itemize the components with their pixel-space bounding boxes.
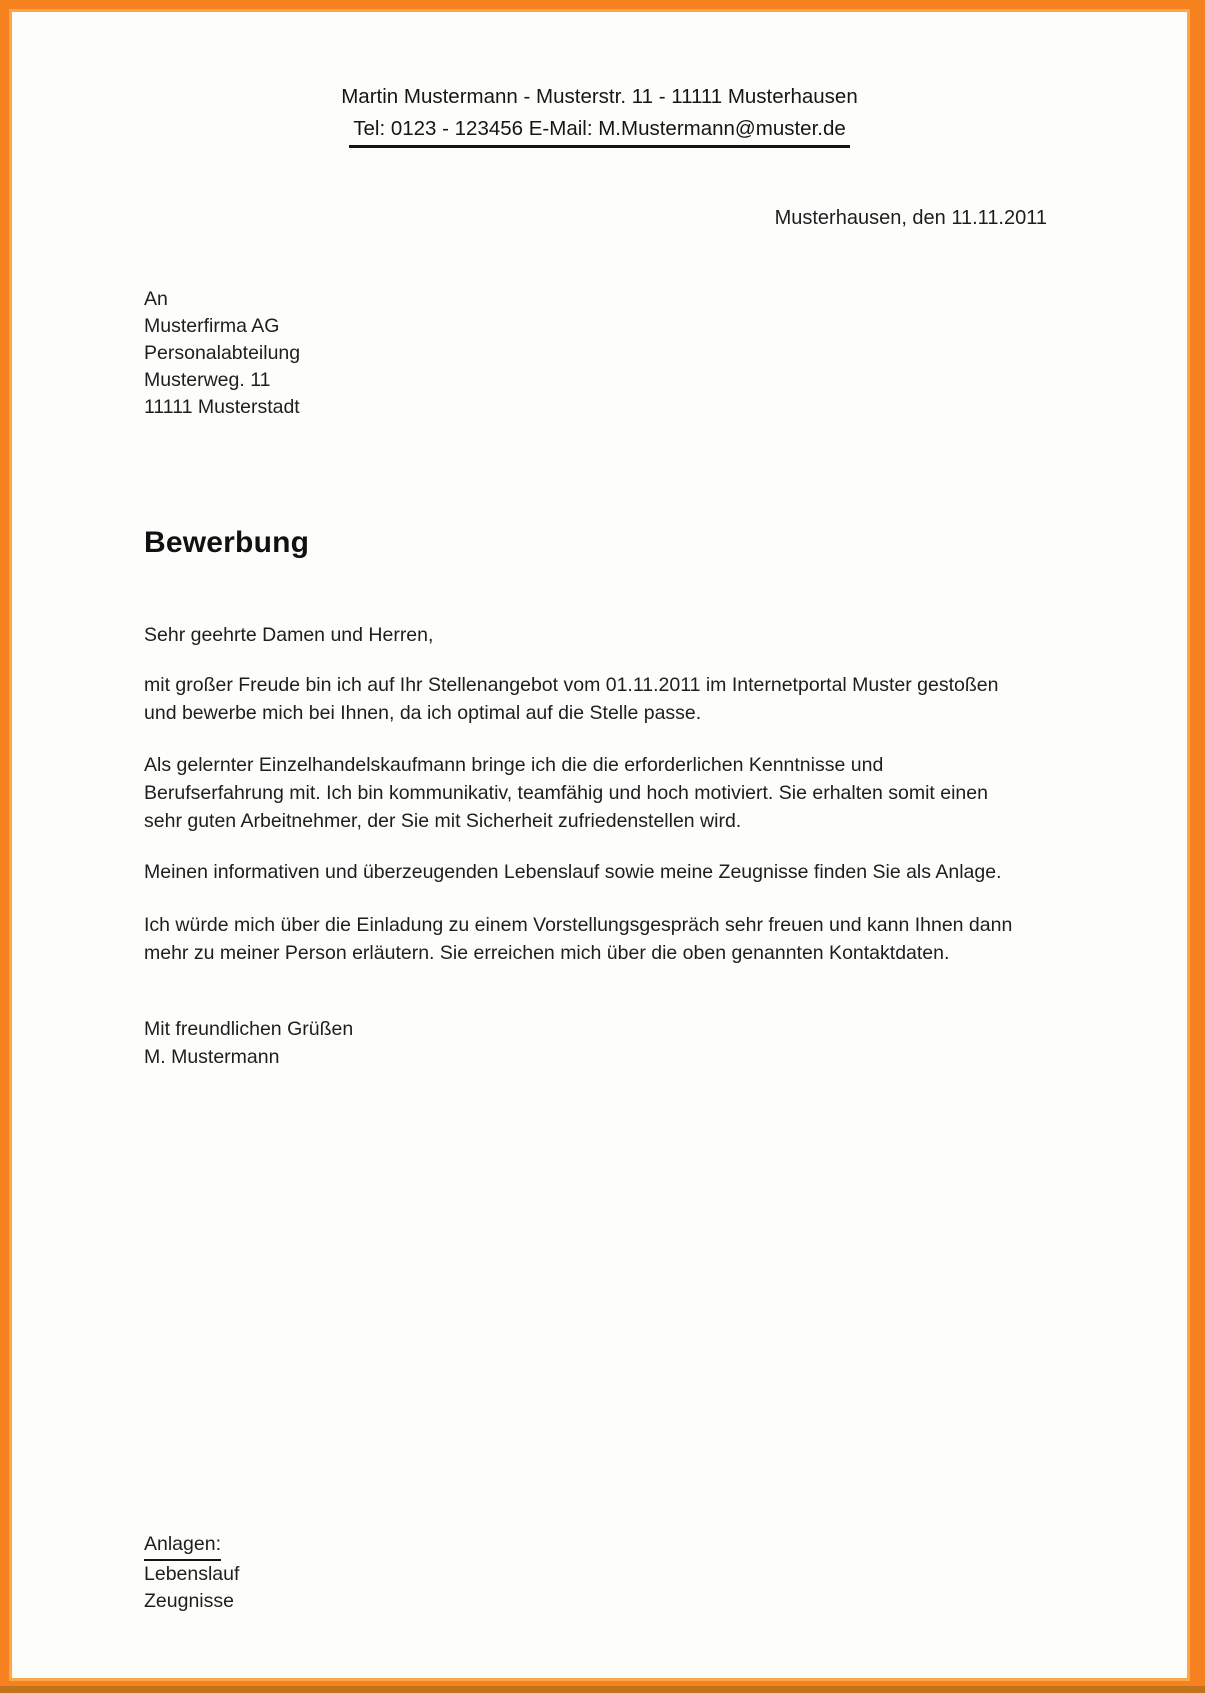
subject-heading: Bewerbung [144,526,310,559]
recipient-line: An [144,288,168,310]
date-line: Musterhausen, den 11.11.2011 [774,207,1047,229]
recipient-line: Personalabteilung [144,342,301,364]
salutation: Sehr geehrte Damen und Herren, [144,624,434,646]
paragraph-4 [144,911,1012,967]
sender-header [12,82,1187,148]
paragraph-line: mehr zu meiner Person erläutern. Sie erreichen mich über die oben genannten Kontaktdaten. [144,942,950,964]
closing-regards: Mit freundlichen Grüßen [144,1018,354,1040]
paragraph-line: Meinen informativen und überzeugenden Lebenslauf sowie meine Zeugnisse finden Sie als Anlage. [144,861,1002,883]
sender-contact-line: Tel: 0123 - 123456 E-Mail: M.Mustermann@muster.de [349,114,850,148]
closing [144,1015,353,1071]
enclosure-item: Zeugnisse [144,1590,234,1612]
paragraph-line: mit großer Freude bin ich auf Ihr Stellenangebot vom 01.11.2011 im Internetportal Muster gestoßen [144,674,999,696]
paragraph-2 [144,751,988,835]
closing-signature: M. Mustermann [144,1046,280,1068]
letter-sheet [12,12,1187,1678]
paragraph-1 [144,671,999,727]
enclosure-item: Lebenslauf [144,1563,240,1585]
enclosures [144,1531,239,1615]
paragraph-line: Berufserfahrung mit. Ich bin kommunikativ, teamfähig und hoch motiviert. Sie erhalten somit einen [144,782,988,804]
paragraph-line: sehr guten Arbeitnehmer, der Sie mit Sicherheit zufriedenstellen wird. [144,810,742,832]
recipient-address [144,286,300,421]
sender-contact-wrap [12,114,1187,148]
paragraph-3 [144,858,1002,886]
recipient-line: Musterfirma AG [144,315,280,337]
enclosures-label: Anlagen: [144,1531,221,1561]
recipient-line: Musterweg. 11 [144,369,271,391]
sender-address-line: Martin Mustermann - Musterstr. 11 - 11111 Musterhausen [341,85,858,108]
recipient-line: 11111 Musterstadt [144,396,300,418]
paragraph-line: Als gelernter Einzelhandelskaufmann bringe ich die die erforderlichen Kenntnisse und [144,754,884,776]
paragraph-line: und bewerbe mich bei Ihnen, da ich optimal auf die Stelle passe. [144,702,702,724]
paragraph-line: Ich würde mich über die Einladung zu einem Vorstellungsgespräch sehr freuen und kann Ihnen dann [144,914,1013,936]
